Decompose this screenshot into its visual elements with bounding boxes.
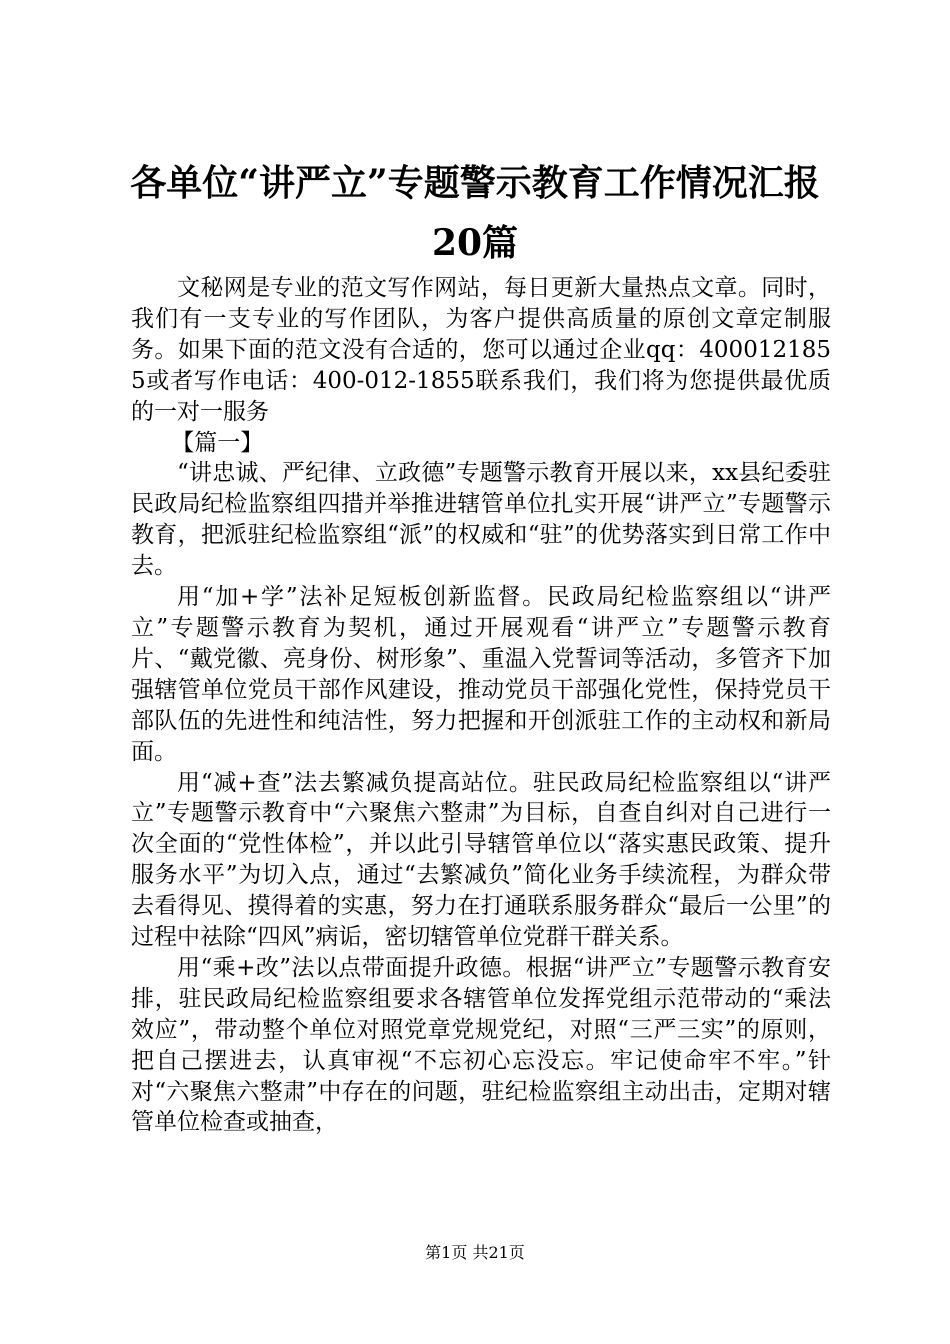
section-heading: 【篇一】 <box>171 429 264 456</box>
body-paragraph: 用“减+查”法去繁减负提高站位。驻民政局纪检监察组以“讲严立”专题警示教育中“六聚焦六整肃”为目标，自查自纠对自己进行一次全面的“党性体检”，并以此引导辖管单位以“落实惠民政策、提升服务水平”为切入点，通过“去繁减负”简化业务手续流程，为群众带去看得见、摸得着的实惠，努力在打通联系服务群众“最后一公里”的过程中祛除“四风”病诟，密切辖管单位党群干群关系。 <box>131 769 831 951</box>
body-paragraph: “讲忠诚、严纪律、立政德”专题警示教育开展以来，xx县纪委驻民政局纪检监察组四措并举推进辖管单位扎实开展“讲严立”专题警示教育，把派驻纪检监察组“派”的权威和“驻”的优势落实到日常工作中去。 <box>131 460 831 580</box>
intro-paragraph: 文秘网是专业的范文写作网站，每日更新大量热点文章。同时，我们有一支专业的写作团队，为客户提供高质量的原创文章定制服务。如果下面的范文没有合适的，您可以通过企业qq：4000121855或者写作电话：400-012-1855联系我们，我们将为您提供最优质的一对一服务 <box>131 275 831 425</box>
document-body <box>131 273 831 1138</box>
document-title-line2: 20篇 <box>431 222 519 264</box>
page-footer: 第1页 共21页 <box>425 1243 525 1262</box>
body-paragraph: 用“加+学”法补足短板创新监督。民政局纪检监察组以“讲严立”专题警示教育为契机，通过开展观看“讲严立”专题警示教育片、“戴党徽、亮身份、树形象”、重温入党誓词等活动，多管齐下加强辖管单位党员干部作风建设，推动党员干部强化党性，保持党员干部队伍的先进性和纯洁性，努力把握和开创派驻工作的主动权和新局面。 <box>131 584 831 765</box>
body-paragraph: 用“乘+改”法以点带面提升政德。根据“讲严立”专题警示教育安排，驻民政局纪检监察组要求各辖管单位发挥党组示范带动的“乘法效应”，带动整个单位对照党章党规党纪，对照“三严三实”的原则，把自己摆进去，认真审视“不忘初心忘没忘。牢记使命牢不牢。”针对“六聚焦六整肃”中存在的问题，驻纪检监察组主动出击，定期对辖管单位检查或抽查， <box>131 954 831 1136</box>
document-title-line1: 各单位“讲严立”专题警示教育工作情况汇报 <box>130 162 820 204</box>
